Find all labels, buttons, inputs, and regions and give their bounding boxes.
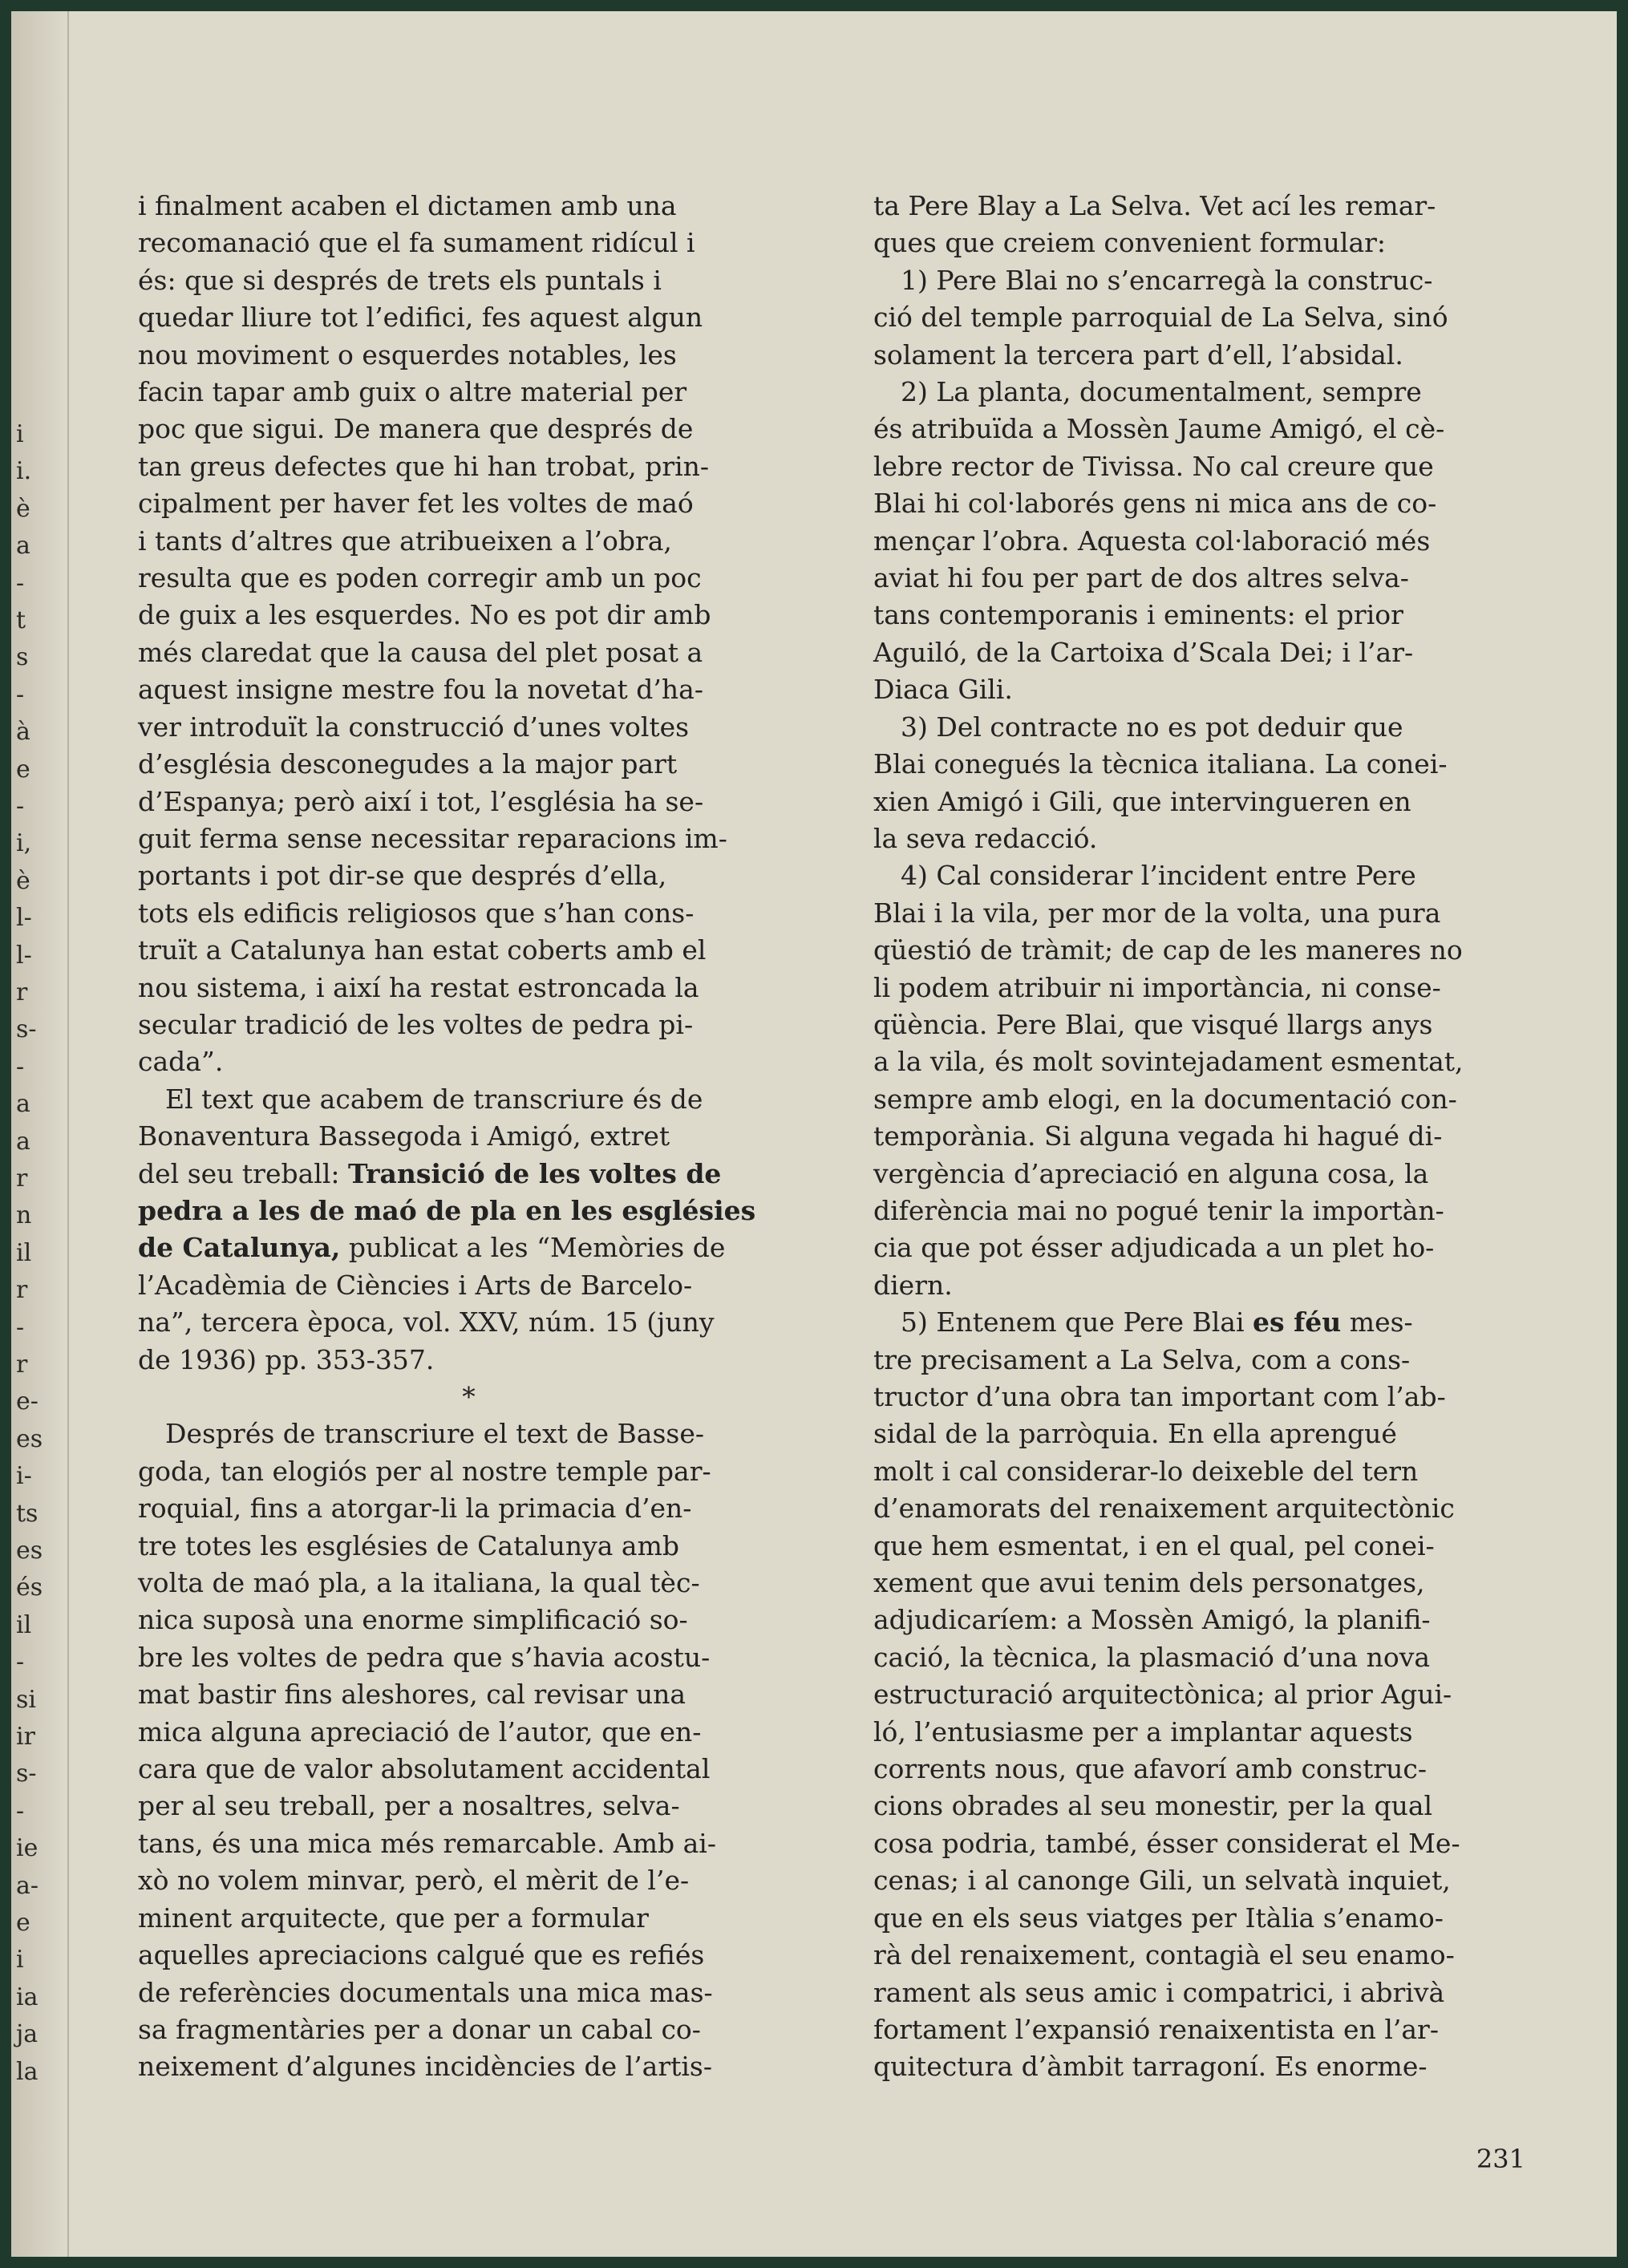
margin-fragment: l- xyxy=(16,904,32,933)
margin-fragment: i, xyxy=(16,829,32,858)
margin-fragment: l- xyxy=(16,941,32,970)
margin-fragment: s- xyxy=(16,1760,37,1788)
paragraph-text: 5) Entenem que Pere Blai xyxy=(901,1306,1253,1339)
margin-fragment: r xyxy=(16,1276,28,1305)
margin-fragment: è xyxy=(16,494,30,523)
margin-fragment: - xyxy=(16,1796,25,1825)
margin-fragment: - xyxy=(16,1648,25,1677)
margin-fragment: - xyxy=(16,792,25,820)
margin-fragment: s xyxy=(16,643,29,672)
paragraph: 3) Del contracte no es pot deduir que Blai conegués la tècnica italiana. La conei- xien Amigó i Gili, que intervingueren en la seva redacció. xyxy=(873,711,1448,854)
margin-fragment: a xyxy=(16,1127,30,1156)
margin-fragment: és xyxy=(16,1573,43,1602)
margin-fragment: a- xyxy=(16,1871,39,1900)
margin-fragment: è xyxy=(16,866,30,895)
margin-fragment: ie xyxy=(16,1834,38,1863)
margin-fragment: t xyxy=(16,606,26,634)
margin-fragment: i- xyxy=(16,1462,32,1491)
margin-fragment: si xyxy=(16,1685,36,1714)
margin-fragment: r xyxy=(16,1164,28,1193)
margin-fragment: il xyxy=(16,1610,32,1639)
margin-fragment: - xyxy=(16,1313,25,1342)
paragraph: 1) Pere Blai no s’encarregà la construc- ció del temple parroquial de La Selva, sinó solament la tercera part d’ell, l’absidal. xyxy=(873,264,1448,371)
margin-fragment: a xyxy=(16,1090,30,1119)
margin-fragment: r xyxy=(16,978,28,1006)
margin-fragment: es xyxy=(16,1537,43,1565)
margin-fragment: s- xyxy=(16,1015,37,1044)
paragraph: Després de transcriure el text de Basse- goda, tan elogiós per al nostre temple par- roquial, fins a atorgar-li la primacia d’en- tre totes les esglésies de Catalunya amb volta de maó pla, a la italiana, la qual tèc- nica suposà una enorme simplificació so- bre les voltes de pedra que s’havia acostu- mat bastir fins aleshores, cal revisar una mica alguna apreciació de l’autor, que en- cara que de valor absolutament accidental per al seu treball, per a nosaltres, selva- tans, és una mica més remarcable. Amb ai- xò no volem minvar, però, el mèrit de l’e- minent arquitecte, que per a formular aquelles apreciacions calgué que es refiés de referències documentals una mica mas- sa fragmentàries per a donar un cabal co- neixement d’algunes incidències de l’artis- xyxy=(138,1418,716,2083)
margin-fragment: n xyxy=(16,1201,32,1230)
margin-fragment: ts xyxy=(16,1499,38,1528)
margin-fragment: la xyxy=(16,2057,38,2086)
paragraph-text: El text que acabem de transcriure és de Bonaventura Bassegoda i Amigó, extret del seu treball: xyxy=(138,1083,703,1189)
margin-fragment: e xyxy=(16,755,30,784)
text-column-left xyxy=(138,188,800,2086)
margin-fragment: ia xyxy=(16,1982,38,2011)
margin-fragment: e xyxy=(16,1909,30,1937)
margin-fragment: a xyxy=(16,532,30,561)
margin-fragment: - xyxy=(16,1052,25,1081)
section-separator: * xyxy=(462,1381,476,1412)
paragraph-text: mes- tre precisament a La Selva, com a cons- tructor d’una obra tan important com l’ab- sidal de la parròquia. En ella aprengué molt i cal considerar-lo deixeble del tern d’enamorats del renaixement arquitectònic que hem esmentat, i en el qual, pel conei- xement que avui tenim dels personatges, adjudicaríem: a Mossèn Amigó, la planifi- cació, la tècnica, la plasmació d’una nova estructuració arquitectònica; al prior Agui- ló, l’entusiasme per a implantar aquests corrents nous, que afavorí amb construc- cions obrades al seu monestir, per la qual cosa podria, també, ésser considerat el Me- cenas; i al canonge Gili, un selvatà inquiet, que en els seus viatges per Itàlia s’enamo- rà del renaixement, contagià el seu enamo- rament als seus amic i compatrici, i abrivà fortament l’expansió renaixentista en l’ar- quitectura d’àmbit tarragoní. Es enorme- xyxy=(873,1306,1460,2083)
margin-fragment: i xyxy=(16,1946,24,1974)
text-column-right xyxy=(873,188,1537,2086)
paragraph: i finalment acaben el dictamen amb una recomanació que el fa sumament ridícul i és: que si després de trets els puntals i quedar lliure tot l’edifici, fes aquest algun nou moviment o esquerdes notables, les facin tapar amb guix o altre material per poc que sigui. De manera que després de tan greus defectes que hi han trobat, prin- cipalment per haver fet les voltes de maó i tants d’altres que atribueixen a l’obra, resulta que es poden corregir amb un poc de guix a les esquerdes. No es pot dir amb més claredat que la causa del plet posat a aquest insigne mestre fou la novetat d’ha- ver introduït la construcció d’unes voltes d’església desconegudes a la major part d’Espanya; però així i tot, l’església ha se- guit ferma sense necessitar reparacions im- portants i pot dir-se que després d’ella, tots els edificis religiosos que s’han cons- truït a Catalunya han estat coberts amb el nou sistema, i així ha restat estroncada la secular tradició de les voltes de pedra pi- cada”. xyxy=(138,190,727,1078)
margin-fragment: i xyxy=(16,420,24,448)
paragraph xyxy=(138,1081,800,1379)
margin-fragment: ir xyxy=(16,1723,35,1751)
paragraph: 4) Cal considerar l’incident entre Pere Blai i la vila, per mor de la volta, una pura qüestió de tràmit; de cap de les maneres no li podem atribuir ni importància, ni conse- qüència. Pere Blai, que visqué llargs anys a la vila, és molt sovintejadament esmentat, sempre amb elogi, en la documentació con- temporània. Si alguna vegada hi hagué di- vergència d’apreciació en alguna cosa, la diferència mai no pogué tenir la importàn- cia que pot ésser adjudicada a un plet ho- diern. xyxy=(873,860,1464,1301)
margin-fragment: i. xyxy=(16,457,32,486)
facing-page-margin xyxy=(11,11,69,2257)
bold-title: es féu xyxy=(1253,1306,1342,1339)
paragraph-text: publicat a les “Memòries de l’Acadèmia de Ciències i Arts de Barcelo- na”, tercera època, vol. XXV, núm. 15 (juny de 1936) pp. 353-357. xyxy=(138,1232,726,1375)
margin-fragment: ja xyxy=(16,2020,38,2049)
margin-fragment: - xyxy=(16,569,25,597)
bold-title: Transició de les voltes de pedra a les de maó de pla en les esglésies de Catalunya, xyxy=(138,1157,756,1264)
book-page xyxy=(11,11,1617,2257)
margin-fragment: à xyxy=(16,718,30,747)
margin-fragment: es xyxy=(16,1424,43,1453)
paragraph: ta Pere Blay a La Selva. Vet ací les remar- ques que creiem convenient formular: xyxy=(873,190,1436,259)
margin-fragment: il xyxy=(16,1238,32,1267)
page-number: 231 xyxy=(1476,2144,1525,2174)
paragraph xyxy=(873,1304,1537,2086)
margin-fragment: e- xyxy=(16,1387,38,1416)
margin-fragment: - xyxy=(16,680,25,709)
paragraph: 2) La planta, documentalment, sempre és atribuïda a Mossèn Jaume Amigó, el cè- lebre rector de Tivissa. No cal creure que Blai hi col·laborés gens ni mica ans de co- mençar l’obra. Aquesta col·laboració més aviat hi fou per part de dos altres selva- tans contemporanis i eminents: el prior Aguiló, de la Cartoixa d’Scala Dei; i l’ar- Diaca Gili. xyxy=(873,376,1445,706)
margin-fragment: r xyxy=(16,1351,28,1379)
